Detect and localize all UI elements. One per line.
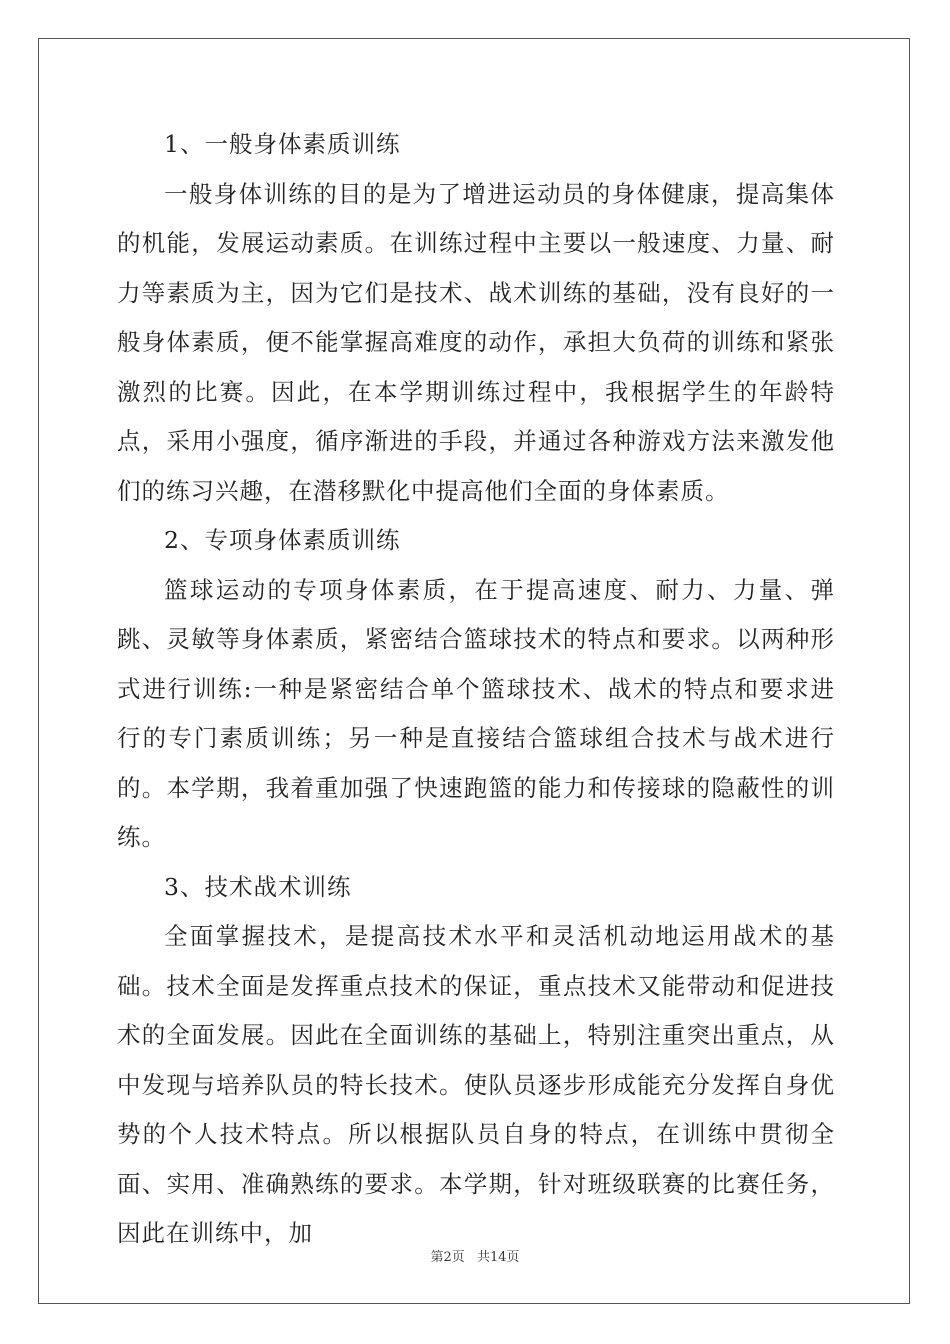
page-number: 第2页 (430, 1250, 465, 1265)
section-2-heading: 2、专项身体素质训练 (164, 526, 401, 554)
section-3-paragraph: 全面掌握技术，是提高技术水平和灵活机动地运用战术的基础。技术全面是发挥重点技术的保证，重点技术又能带动和促进技术的全面发展。因此在全面训练的基础上，特别注重突出重点，从中发现与培养队员的特长技术。使队员逐步形成能充分发挥自身优势的个人技术特点。所以根据队员自身的特点，在训练中贯彻全面、实用、准确熟练的要求。本学期，针对班级联赛的比赛任务，因此在训练中，加 (117, 922, 835, 1247)
section-1-heading: 1、一般身体素质训练 (164, 130, 401, 158)
page-footer (0, 1246, 950, 1265)
page-total: 共14页 (476, 1250, 520, 1265)
section-2-paragraph: 篮球运动的专项身体素质，在于提高速度、耐力、力量、弹跳、灵敏等身体素质，紧密结合篮球技术的特点和要求。以两种形式进行训练:一种是紧密结合单个篮球技术、战术的特点和要求进行的专门素质训练；另一种是直接结合篮球组合技术与战术进行的。本学期，我着重加强了快速跑篮的能力和传接球的隐蔽性的训练。 (117, 575, 835, 851)
section-1-paragraph: 一般身体训练的目的是为了增进运动员的身体健康，提高集体的机能，发展运动素质。在训练过程中主要以一般速度、力量、耐力等素质为主，因为它们是技术、战术训练的基础，没有良好的一般身体素质，便不能掌握高难度的动作，承担大负荷的训练和紧张激烈的比赛。因此，在本学期训练过程中，我根据学生的年龄特点，采用小强度，循序渐进的手段，并通过各种游戏方法来激发他们的练习兴趣，在潜移默化中提高他们全面的身体素质。 (117, 179, 835, 505)
document-body (117, 120, 835, 1259)
section-3-heading: 3、技术战术训练 (164, 872, 352, 901)
